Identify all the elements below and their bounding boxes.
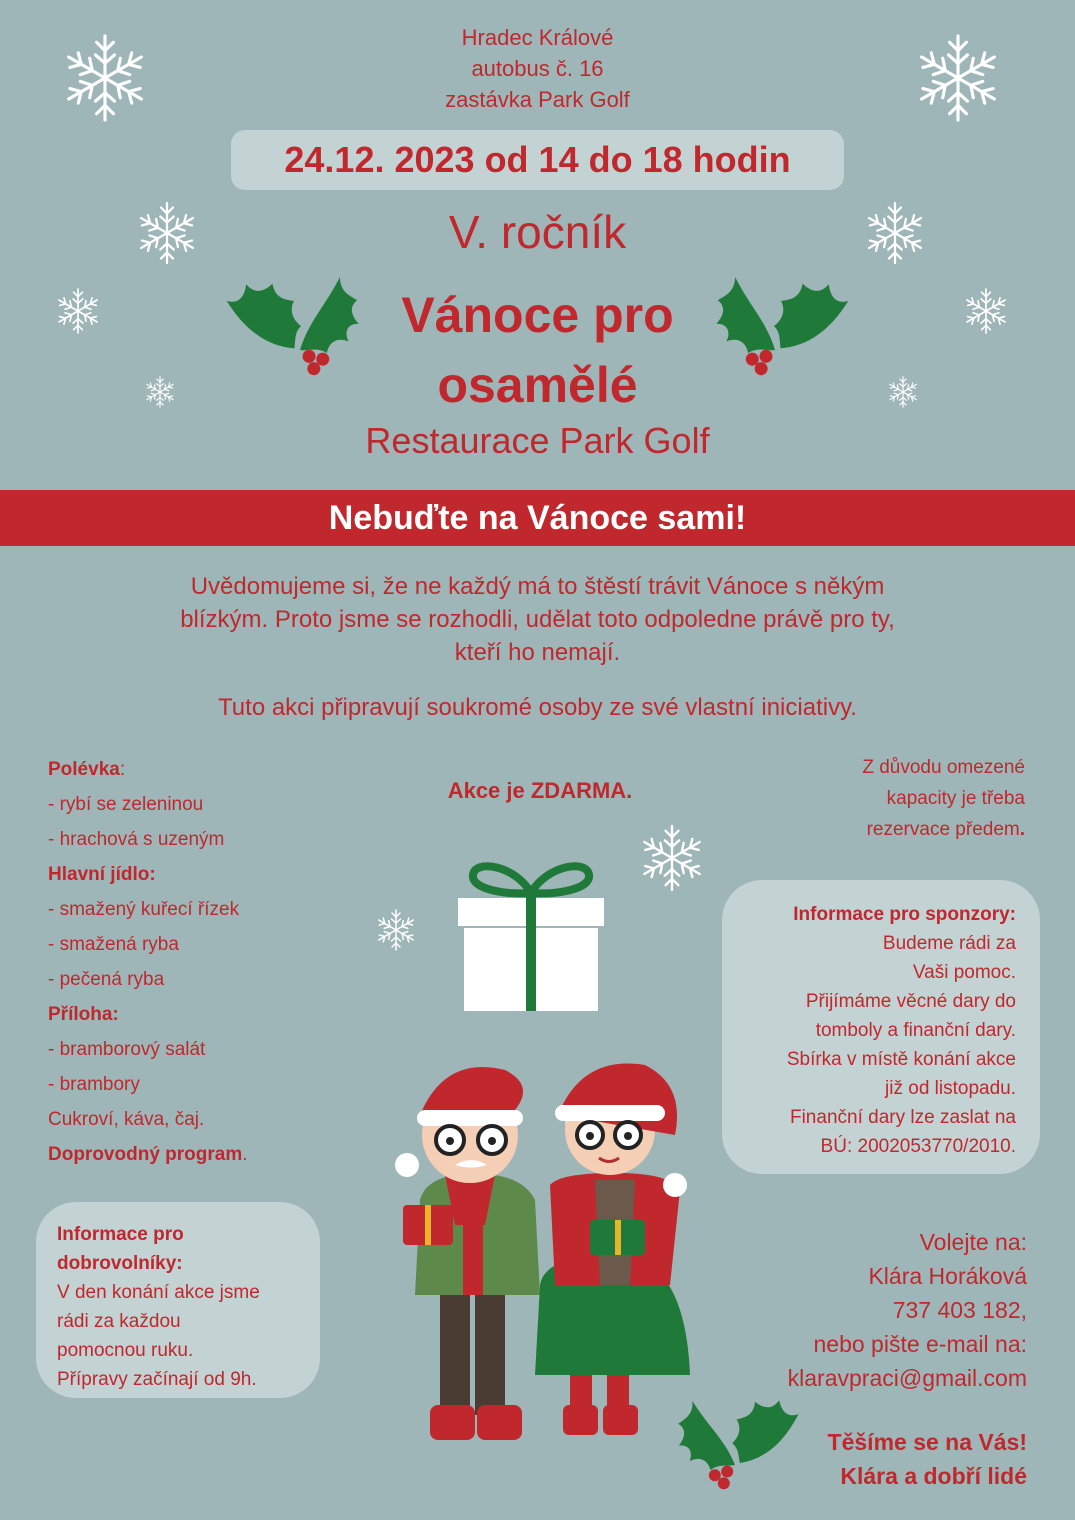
menu-heading-main: Hlavní jídlo:: [48, 864, 156, 885]
edition-label: V. ročník: [448, 206, 627, 258]
volunteer-line: pomocnou ruku.: [57, 1340, 194, 1361]
sponsor-heading: Informace pro sponzory:: [793, 904, 1016, 925]
capacity-note: [765, 752, 1025, 845]
menu-item: - rybí se zeleninou: [48, 794, 204, 815]
capacity-line: kapacity je třeba: [886, 788, 1025, 809]
page-title: [0, 280, 1075, 420]
slogan-banner: [0, 490, 1075, 546]
contact-name: Klára Horáková: [868, 1263, 1027, 1289]
contact-phone[interactable]: 737 403 182,: [892, 1297, 1027, 1323]
snowflake-icon: [396, 930, 397, 931]
sponsor-line: Sbírka v místě konání akce: [786, 1049, 1016, 1070]
menu-heading-soup: Polévka:: [48, 759, 126, 780]
banner-text: Nebuďte na Vánoce sami!: [328, 498, 747, 537]
sponsor-line: tomboly a finanční dary.: [815, 1020, 1016, 1041]
menu-extras: Cukroví, káva, čaj.: [48, 1109, 205, 1130]
contact-email[interactable]: klaravpraci@gmail.com: [787, 1365, 1027, 1391]
intro-line: Uvědomujeme si, že ne každý má to štěstí trávit Vánoce s někým: [190, 573, 885, 600]
volunteer-heading: Informace pro: [57, 1224, 184, 1245]
event-date: 24.12. 2023 od 14 do 18 hodin: [284, 139, 791, 180]
menu-program: Doprovodný program.: [48, 1144, 248, 1165]
contact-email-label: nebo pište e-mail na:: [813, 1331, 1027, 1357]
sponsor-line: Vaši pomoc.: [912, 962, 1016, 983]
free-entry-label: Akce je ZDARMA.: [447, 778, 633, 803]
city: Hradec Králové: [461, 25, 614, 50]
menu-item: - smažená ryba: [48, 934, 179, 955]
gift-icon: [455, 855, 607, 1015]
bus-stop: zastávka Park Golf: [445, 87, 630, 112]
location-block: [0, 22, 1075, 115]
contact-block: [667, 1225, 1027, 1395]
sponsor-line: BÚ: 2002053770/2010.: [820, 1136, 1016, 1157]
intro-line: kteří ho nemají.: [454, 639, 621, 666]
volunteer-line: rádi za každou: [57, 1311, 181, 1332]
menu-list: [48, 752, 348, 1172]
menu-item: - pečená ryba: [48, 969, 165, 990]
volunteer-line: Přípravy začínají od 9h.: [57, 1369, 257, 1390]
intro-paragraph: [60, 570, 1015, 669]
venue-name: Restaurace Park Golf: [365, 420, 710, 461]
sponsor-line: již od listopadu.: [885, 1078, 1016, 1099]
closing-note: [707, 1425, 1027, 1493]
intro-line: blízkým. Proto jsme se rozhodli, udělat toto odpoledne právě pro ty,: [180, 606, 895, 633]
sponsor-info-box: [722, 880, 1040, 1174]
sponsor-line: Přijímáme věcné dary do: [805, 991, 1016, 1012]
closing-line: Těšíme se na Vás!: [827, 1429, 1027, 1455]
title-line-2: osamělé: [437, 357, 638, 413]
volunteer-info-box: [36, 1202, 320, 1398]
title-line-1: Vánoce pro: [401, 287, 674, 343]
menu-item: - smažený kuřecí řízek: [48, 899, 240, 920]
organizers-note: Tuto akci připravují soukromé osoby ze své vlastní iniciativy.: [218, 694, 857, 721]
menu-item: - bramborový salát: [48, 1039, 206, 1060]
closing-signature: Klára a dobří lidé: [840, 1463, 1027, 1489]
snowflake-icon: [672, 858, 673, 859]
menu-heading-side: Příloha:: [48, 1004, 119, 1025]
event-date-box: [231, 130, 844, 190]
sponsor-line: Budeme rádi za: [882, 933, 1016, 954]
menu-item: - brambory: [48, 1074, 140, 1095]
sponsor-line: Finanční dary lze zaslat na: [789, 1107, 1016, 1128]
volunteer-line: V den konání akce jsme: [57, 1282, 260, 1303]
bus-line: autobus č. 16: [471, 56, 604, 81]
capacity-line: Z důvodu omezené: [862, 757, 1025, 778]
menu-item: - hrachová s uzeným: [48, 829, 225, 850]
volunteer-heading: dobrovolníky:: [57, 1253, 183, 1274]
elderly-couple-illustration: [385, 1055, 695, 1445]
capacity-line: rezervace předem.: [866, 819, 1025, 840]
contact-call-label: Volejte na:: [919, 1229, 1027, 1255]
